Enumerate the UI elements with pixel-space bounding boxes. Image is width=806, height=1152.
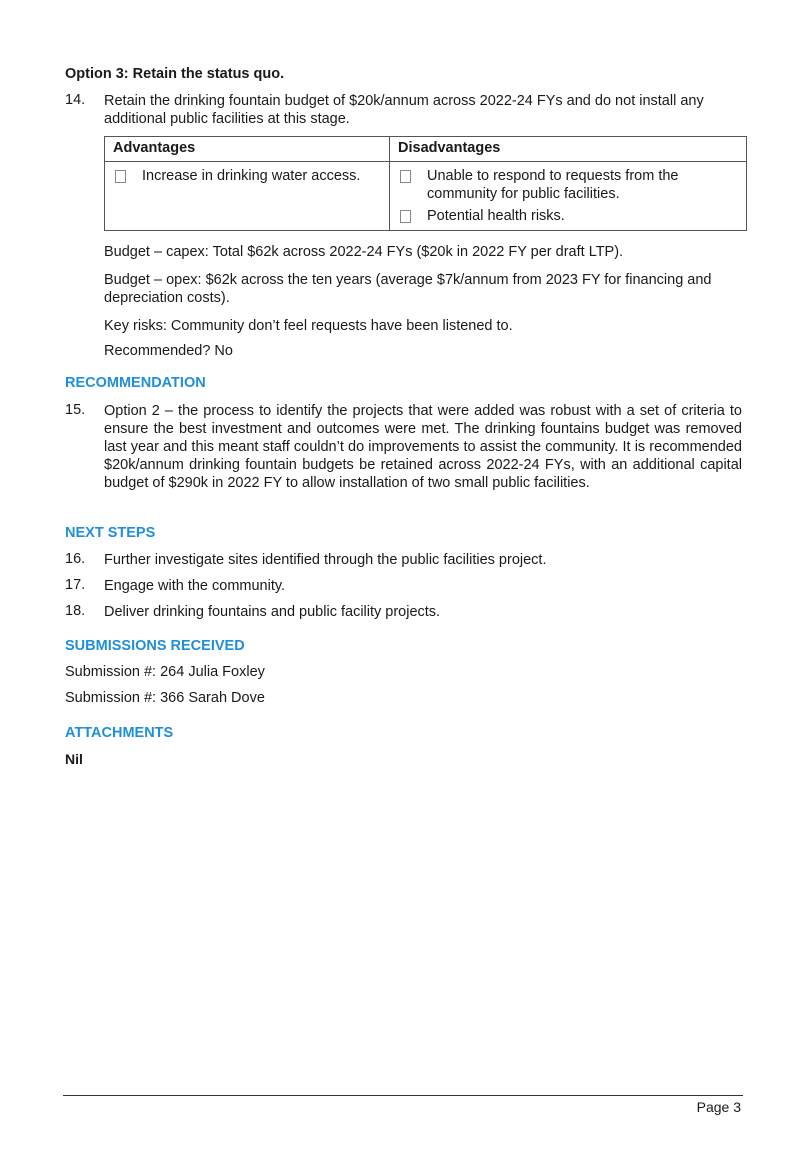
advantages-header: Advantages — [105, 137, 390, 162]
disadvantage-text: Unable to respond to requests from the community for public facilities. — [427, 168, 679, 202]
bullet-box-icon — [400, 210, 411, 223]
list-item — [398, 207, 740, 225]
advantages-disadvantages-table — [104, 136, 747, 231]
list-item — [398, 167, 740, 203]
item-number-18: 18. — [65, 603, 86, 619]
bullet-box-icon — [115, 170, 126, 183]
attachments-heading: ATTACHMENTS — [65, 725, 174, 741]
option-3-heading: Option 3: Retain the status quo. — [65, 66, 285, 82]
bullet-box-icon — [400, 170, 411, 183]
recommended-status: Recommended? No — [104, 343, 233, 359]
footer-divider — [63, 1095, 743, 1096]
budget-capex: Budget – capex: Total $62k across 2022-24 FYs ($20k in 2022 FY per draft LTP). — [104, 244, 624, 260]
disadvantages-header: Disadvantages — [390, 137, 747, 162]
table-row — [105, 162, 747, 231]
submission-item: Submission #: 264 Julia Foxley — [65, 664, 265, 680]
item-text-14: Retain the drinking fountain budget of $20k/annum across 2022-24 FYs and do not install any additional public facilities at this stage. — [104, 93, 704, 127]
recommendation-heading: RECOMMENDATION — [65, 375, 206, 391]
submission-item: Submission #: 366 Sarah Dove — [65, 690, 265, 706]
disadvantages-cell — [390, 162, 747, 231]
item-text-18: Deliver drinking fountains and public facility projects. — [104, 604, 441, 620]
item-number-16: 16. — [65, 551, 86, 567]
budget-opex: Budget – opex: $62k across the ten years (average $7k/annum from 2023 FY for financing and depreciation costs). — [104, 272, 712, 306]
item-number-14: 14. — [65, 92, 86, 108]
item-text-16: Further investigate sites identified through the public facilities project. — [104, 552, 547, 568]
item-text-17: Engage with the community. — [104, 578, 286, 594]
submissions-heading: SUBMISSIONS RECEIVED — [65, 638, 245, 654]
disadvantage-text: Potential health risks. — [427, 208, 565, 224]
attachments-value: Nil — [65, 751, 83, 767]
key-risks: Key risks: Community don’t feel requests have been listened to. — [104, 318, 513, 334]
page-number: Page 3 — [696, 1099, 741, 1115]
table-header-row — [105, 137, 747, 162]
next-steps-heading: NEXT STEPS — [65, 525, 156, 541]
item-number-15: 15. — [65, 402, 86, 418]
item-number-17: 17. — [65, 577, 86, 593]
advantages-cell — [105, 162, 390, 231]
list-item — [113, 167, 383, 185]
item-text-15: Option 2 – the process to identify the projects that were added was robust with a set of criteria to ensure the best investment and outcomes were met. The drinking fountains budget was removed last year and this meant staff couldn’t do improvements to assist the community. It is recommended $20k/annum drinking fountain budgets be retained across 2022-24 FYs, with an additional capital budget of $290k in 2022 FY to allow installation of two small public facilities. — [104, 403, 742, 491]
advantage-text: Increase in drinking water access. — [142, 168, 361, 184]
